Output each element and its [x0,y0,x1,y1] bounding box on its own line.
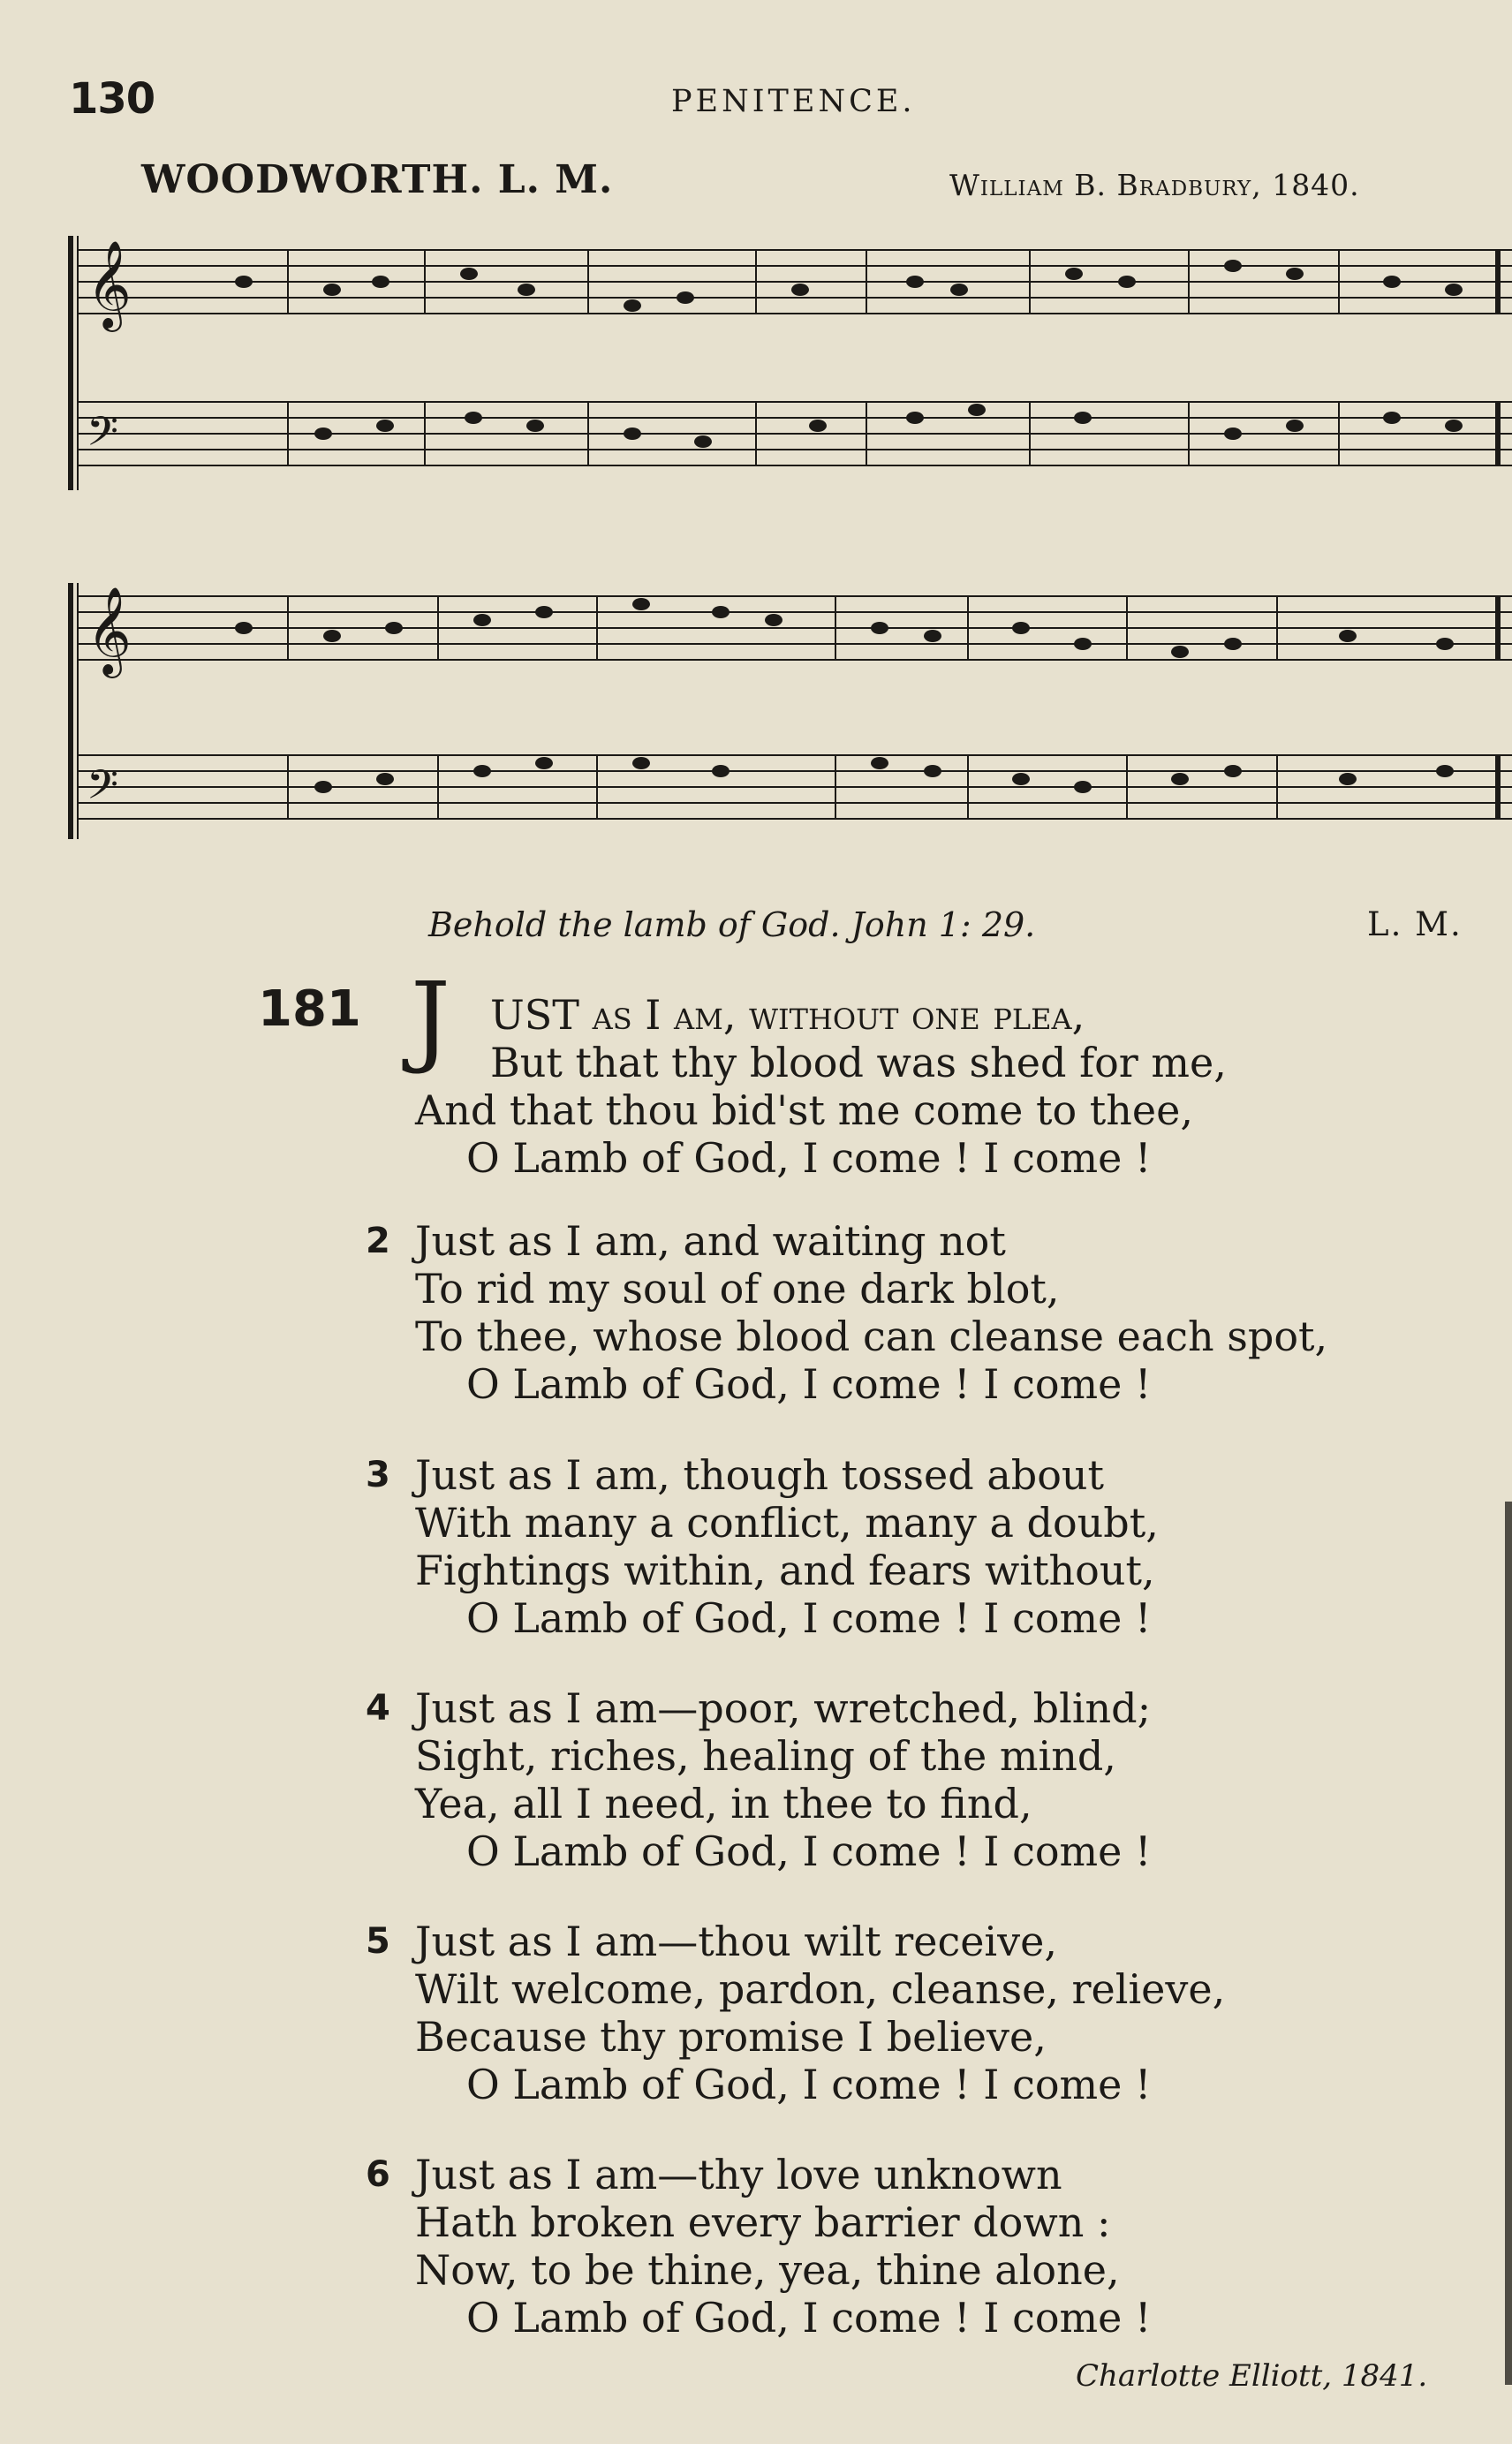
verse-line: O Lamb of God, I come ! I come ! [466,1827,1152,1875]
svg-text:𝄢: 𝄢 [87,408,119,465]
verse-number: 3 [366,1455,390,1495]
verse-line: Hath broken every barrier down : [415,2198,1111,2246]
verse-4 [366,1684,1152,1875]
verse-line: With many a conflict, many a doubt, [415,1499,1159,1547]
drop-cap: J [411,962,450,1077]
running-head: PENITENCE. [671,84,916,119]
verse-line: Sight, riches, healing of the mind, [415,1732,1116,1780]
verse-line: O Lamb of God, I come ! I come ! [466,2061,1152,2108]
verse-line: Just as I am, and waiting not [415,1217,1006,1265]
staff-system-2 [71,583,1512,839]
verse-line: Wilt welcome, pardon, cleanse, relieve, [415,1965,1226,2013]
tune-composer: William B. Bradbury, 1840. [949,168,1360,202]
music-score [67,225,1512,852]
treble-staff-1 [78,250,1512,314]
svg-text:𝄞: 𝄞 [87,240,132,329]
verse-line: Just as I am—poor, wretched, blind; [415,1684,1152,1732]
verse-number: 5 [366,1921,390,1962]
hymn-meter: L. M. [1367,905,1463,943]
verse-5 [366,1918,1226,2108]
verse-6 [366,2151,1152,2342]
verse-line: Just as I am—thy love unknown [415,2151,1062,2198]
scripture-reference: Behold the lamb of God. John 1: 29. [428,905,1036,944]
verse-line: UST as I am, without one plea, [490,991,1085,1039]
verse-line: Yea, all I need, in thee to find, [415,1780,1032,1827]
verse-number: 4 [366,1688,390,1729]
verse-number: 2 [366,1221,390,1261]
verse-line: Fightings within, and fears without, [415,1547,1155,1594]
svg-text:𝄢: 𝄢 [87,761,119,819]
verse-2 [366,1217,1328,1408]
verse-line: Just as I am, though tossed about [415,1451,1105,1499]
verse-number: 6 [366,2154,390,2195]
verse-line: Because thy promise I believe, [415,2013,1047,2061]
verse-line: O Lamb of God, I come ! I come ! [466,1134,1152,1182]
staff-system-1 [71,236,1512,490]
verse-line: And that thou bid'st me come to thee, [415,1086,1193,1134]
verse-line: To thee, whose blood can cleanse each spot, [415,1313,1328,1360]
verse-line: Just as I am—thou wilt receive, [415,1918,1057,1965]
verse-line: But that thy blood was shed for me, [490,1039,1227,1086]
verse-line: O Lamb of God, I come ! I come ! [466,1360,1152,1408]
svg-text:𝄞: 𝄞 [87,586,132,675]
tune-name: WOODWORTH. L. M. [141,157,614,202]
hymn-author: Charlotte Elliott, 1841. [1076,2358,1428,2394]
verse-line: O Lamb of God, I come ! I come ! [466,2294,1152,2342]
page-edge-shadow [1505,1502,1512,2385]
verse-line: O Lamb of God, I come ! I come ! [466,1594,1152,1642]
treble-staff-2 [78,596,1512,660]
verse-1 [415,991,1227,1182]
bass-staff-2 [78,755,1512,819]
verse-line: Now, to be thine, yea, thine alone, [415,2246,1120,2294]
hymn-number: 181 [258,980,361,1038]
verse-line: To rid my soul of one dark blot, [415,1265,1060,1313]
bass-staff-1 [78,402,1512,465]
verse-3 [366,1451,1159,1642]
page-number: 130 [69,74,155,124]
